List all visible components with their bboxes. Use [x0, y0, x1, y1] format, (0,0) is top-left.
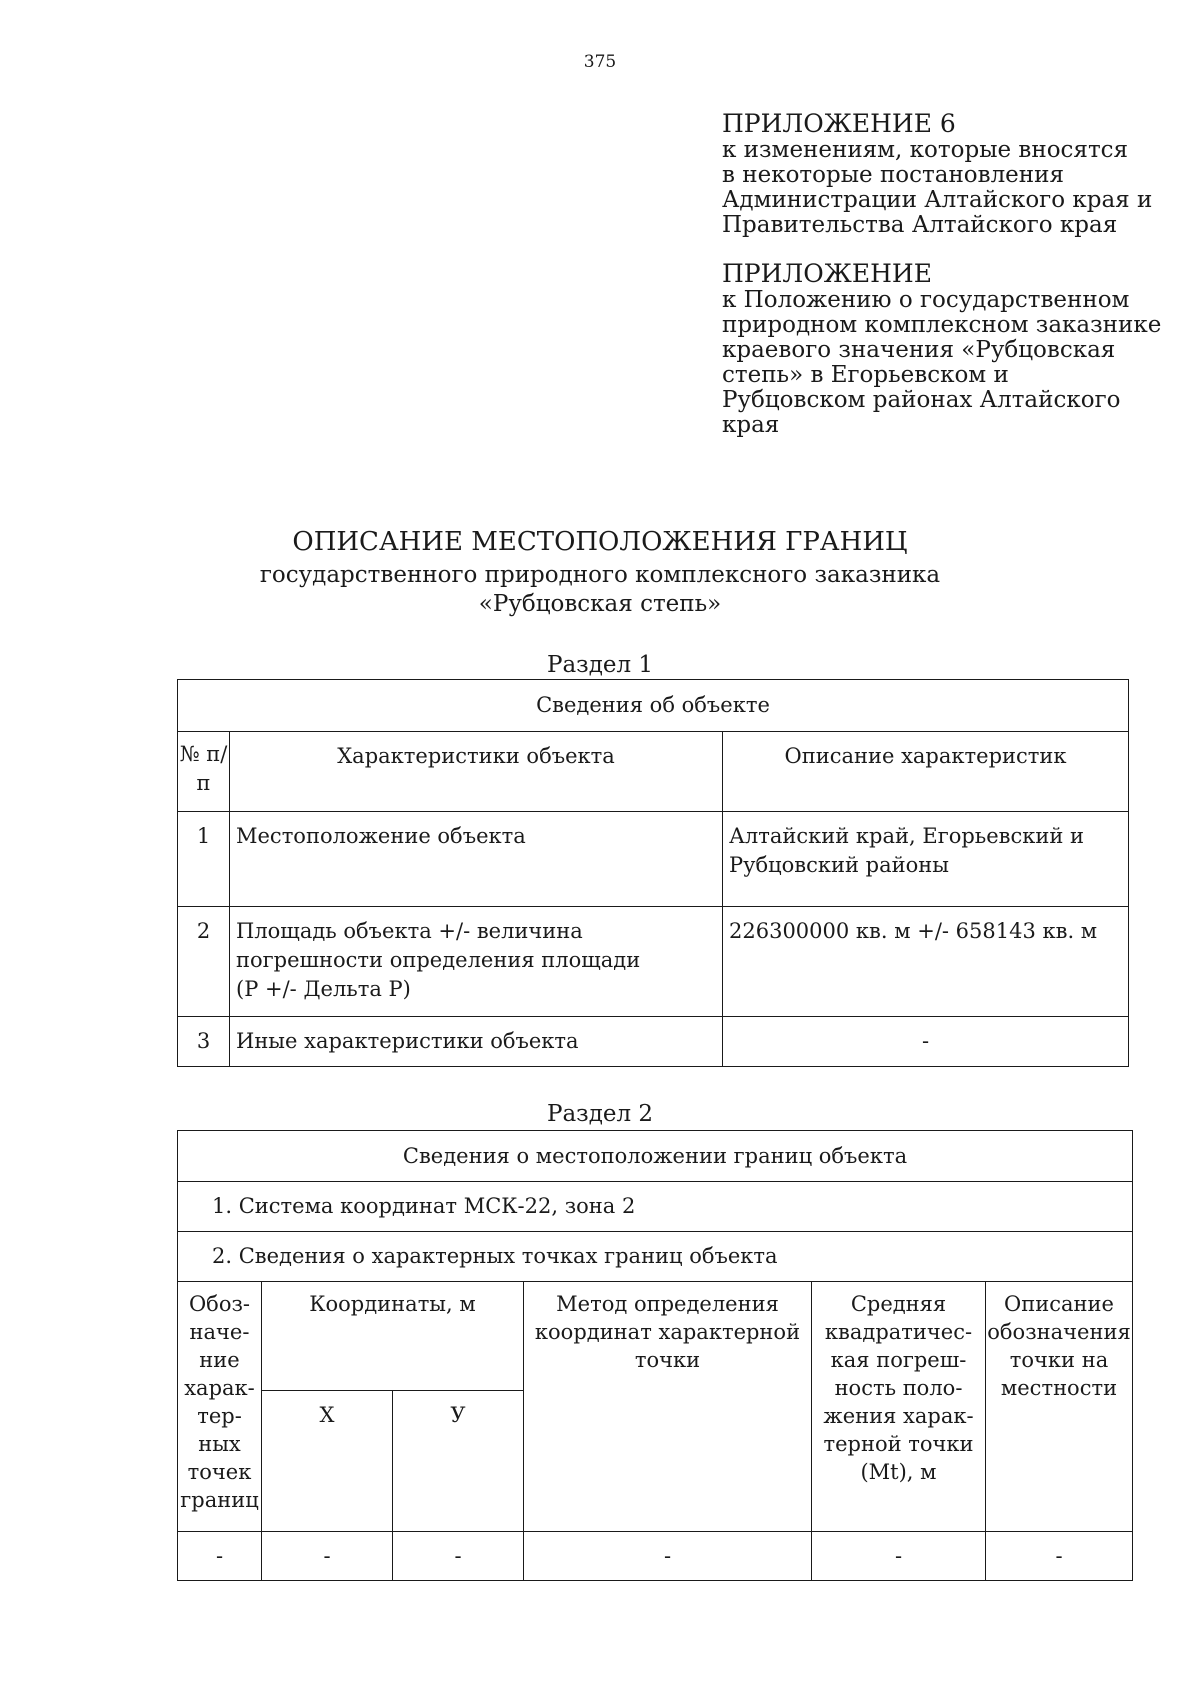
- object-info-table: [177, 679, 1129, 1067]
- row-num: 2: [178, 907, 230, 1017]
- boundary-points-item: 2. Сведения о характерных точках границ объекта: [178, 1232, 1133, 1282]
- object-info-title: Сведения об объекте: [178, 680, 1129, 732]
- row-characteristic-extra: (Р +/- Дельта Р): [236, 977, 411, 1001]
- row-characteristic: Иные характеристики объекта: [230, 1017, 723, 1067]
- cell-designation: -: [178, 1532, 262, 1581]
- appendix-heading: ПРИЛОЖЕНИЕ: [722, 259, 932, 288]
- coordinate-system-item: 1. Система координат МСК-22, зона 2: [178, 1182, 1133, 1232]
- cell-y: -: [393, 1532, 524, 1581]
- table-row: [178, 1017, 1129, 1067]
- column-header-description: Описание характеристик: [723, 732, 1129, 812]
- cell-point-description: -: [986, 1532, 1133, 1581]
- row-description: -: [723, 1017, 1129, 1067]
- appendix-block: [722, 260, 1162, 438]
- appendix-line: края: [722, 412, 780, 438]
- document-subtitle: государственного природного комплексного заказника: [259, 562, 941, 588]
- row-num: 3: [178, 1017, 230, 1067]
- document-title: ОПИСАНИЕ МЕСТОПОЛОЖЕНИЯ ГРАНИЦ: [292, 527, 908, 557]
- column-header-coordinates: Координаты, м: [262, 1282, 524, 1391]
- row-num: 1: [178, 812, 230, 907]
- column-header-characteristic: Характеристики объекта: [230, 732, 723, 812]
- page-number: 375: [583, 52, 617, 72]
- row-description: 226300000 кв. м +/- 658143 кв. м: [723, 907, 1129, 1017]
- column-header-error: Средняя квадратичес- кая погреш- ность поло- жения харак- терной точки (Mt), м: [812, 1282, 986, 1532]
- column-header-y: У: [393, 1391, 524, 1532]
- table-row: [178, 907, 1129, 1017]
- column-header-num: № п/п: [178, 732, 230, 812]
- appendix-line: краевого значения «Рубцовская: [722, 337, 1116, 363]
- column-header-method: Метод определения координат характерной точки: [524, 1282, 812, 1532]
- document-subtitle-name: «Рубцовская степь»: [478, 591, 722, 617]
- row-characteristic: Местоположение объекта: [230, 812, 723, 907]
- cell-method: -: [524, 1532, 812, 1581]
- boundary-location-table: [177, 1130, 1133, 1581]
- cell-x: -: [262, 1532, 393, 1581]
- section-1-label: Раздел 1: [546, 652, 654, 678]
- appendix-6-block: [722, 110, 1162, 238]
- row-description: Алтайский край, Егорьевский и Рубцовский районы: [723, 812, 1129, 907]
- appendix-6-line: к изменениям, которые вносятся: [722, 137, 1129, 163]
- appendix-line: Рубцовском районах Алтайского: [722, 387, 1121, 413]
- appendix-6-line: Правительства Алтайского края: [722, 212, 1118, 238]
- appendix-6-heading: ПРИЛОЖЕНИЕ 6: [722, 109, 956, 138]
- table-row: [178, 1532, 1133, 1581]
- row-characteristic-text: Площадь объекта +/- величина погрешности определения площади: [236, 919, 641, 972]
- row-characteristic: [230, 907, 723, 1017]
- section-2-label: Раздел 2: [546, 1101, 654, 1127]
- column-header-x: Х: [262, 1391, 393, 1532]
- appendix-line: к Положению о государственном: [722, 287, 1130, 313]
- appendix-6-line: Администрации Алтайского края и: [722, 187, 1153, 213]
- column-header-point-description: Описание обозначения точки на местности: [986, 1282, 1133, 1532]
- column-header-designation: Обоз- наче- ние харак- тер- ных точек границ: [178, 1282, 262, 1532]
- table-row: [178, 812, 1129, 907]
- cell-error: -: [812, 1532, 986, 1581]
- appendix-line: природном комплексном заказнике: [722, 312, 1162, 338]
- appendix-line: степь» в Егорьевском и: [722, 362, 1009, 388]
- boundary-table-title: Сведения о местоположении границ объекта: [178, 1131, 1133, 1182]
- appendix-6-line: в некоторые постановления: [722, 162, 1064, 188]
